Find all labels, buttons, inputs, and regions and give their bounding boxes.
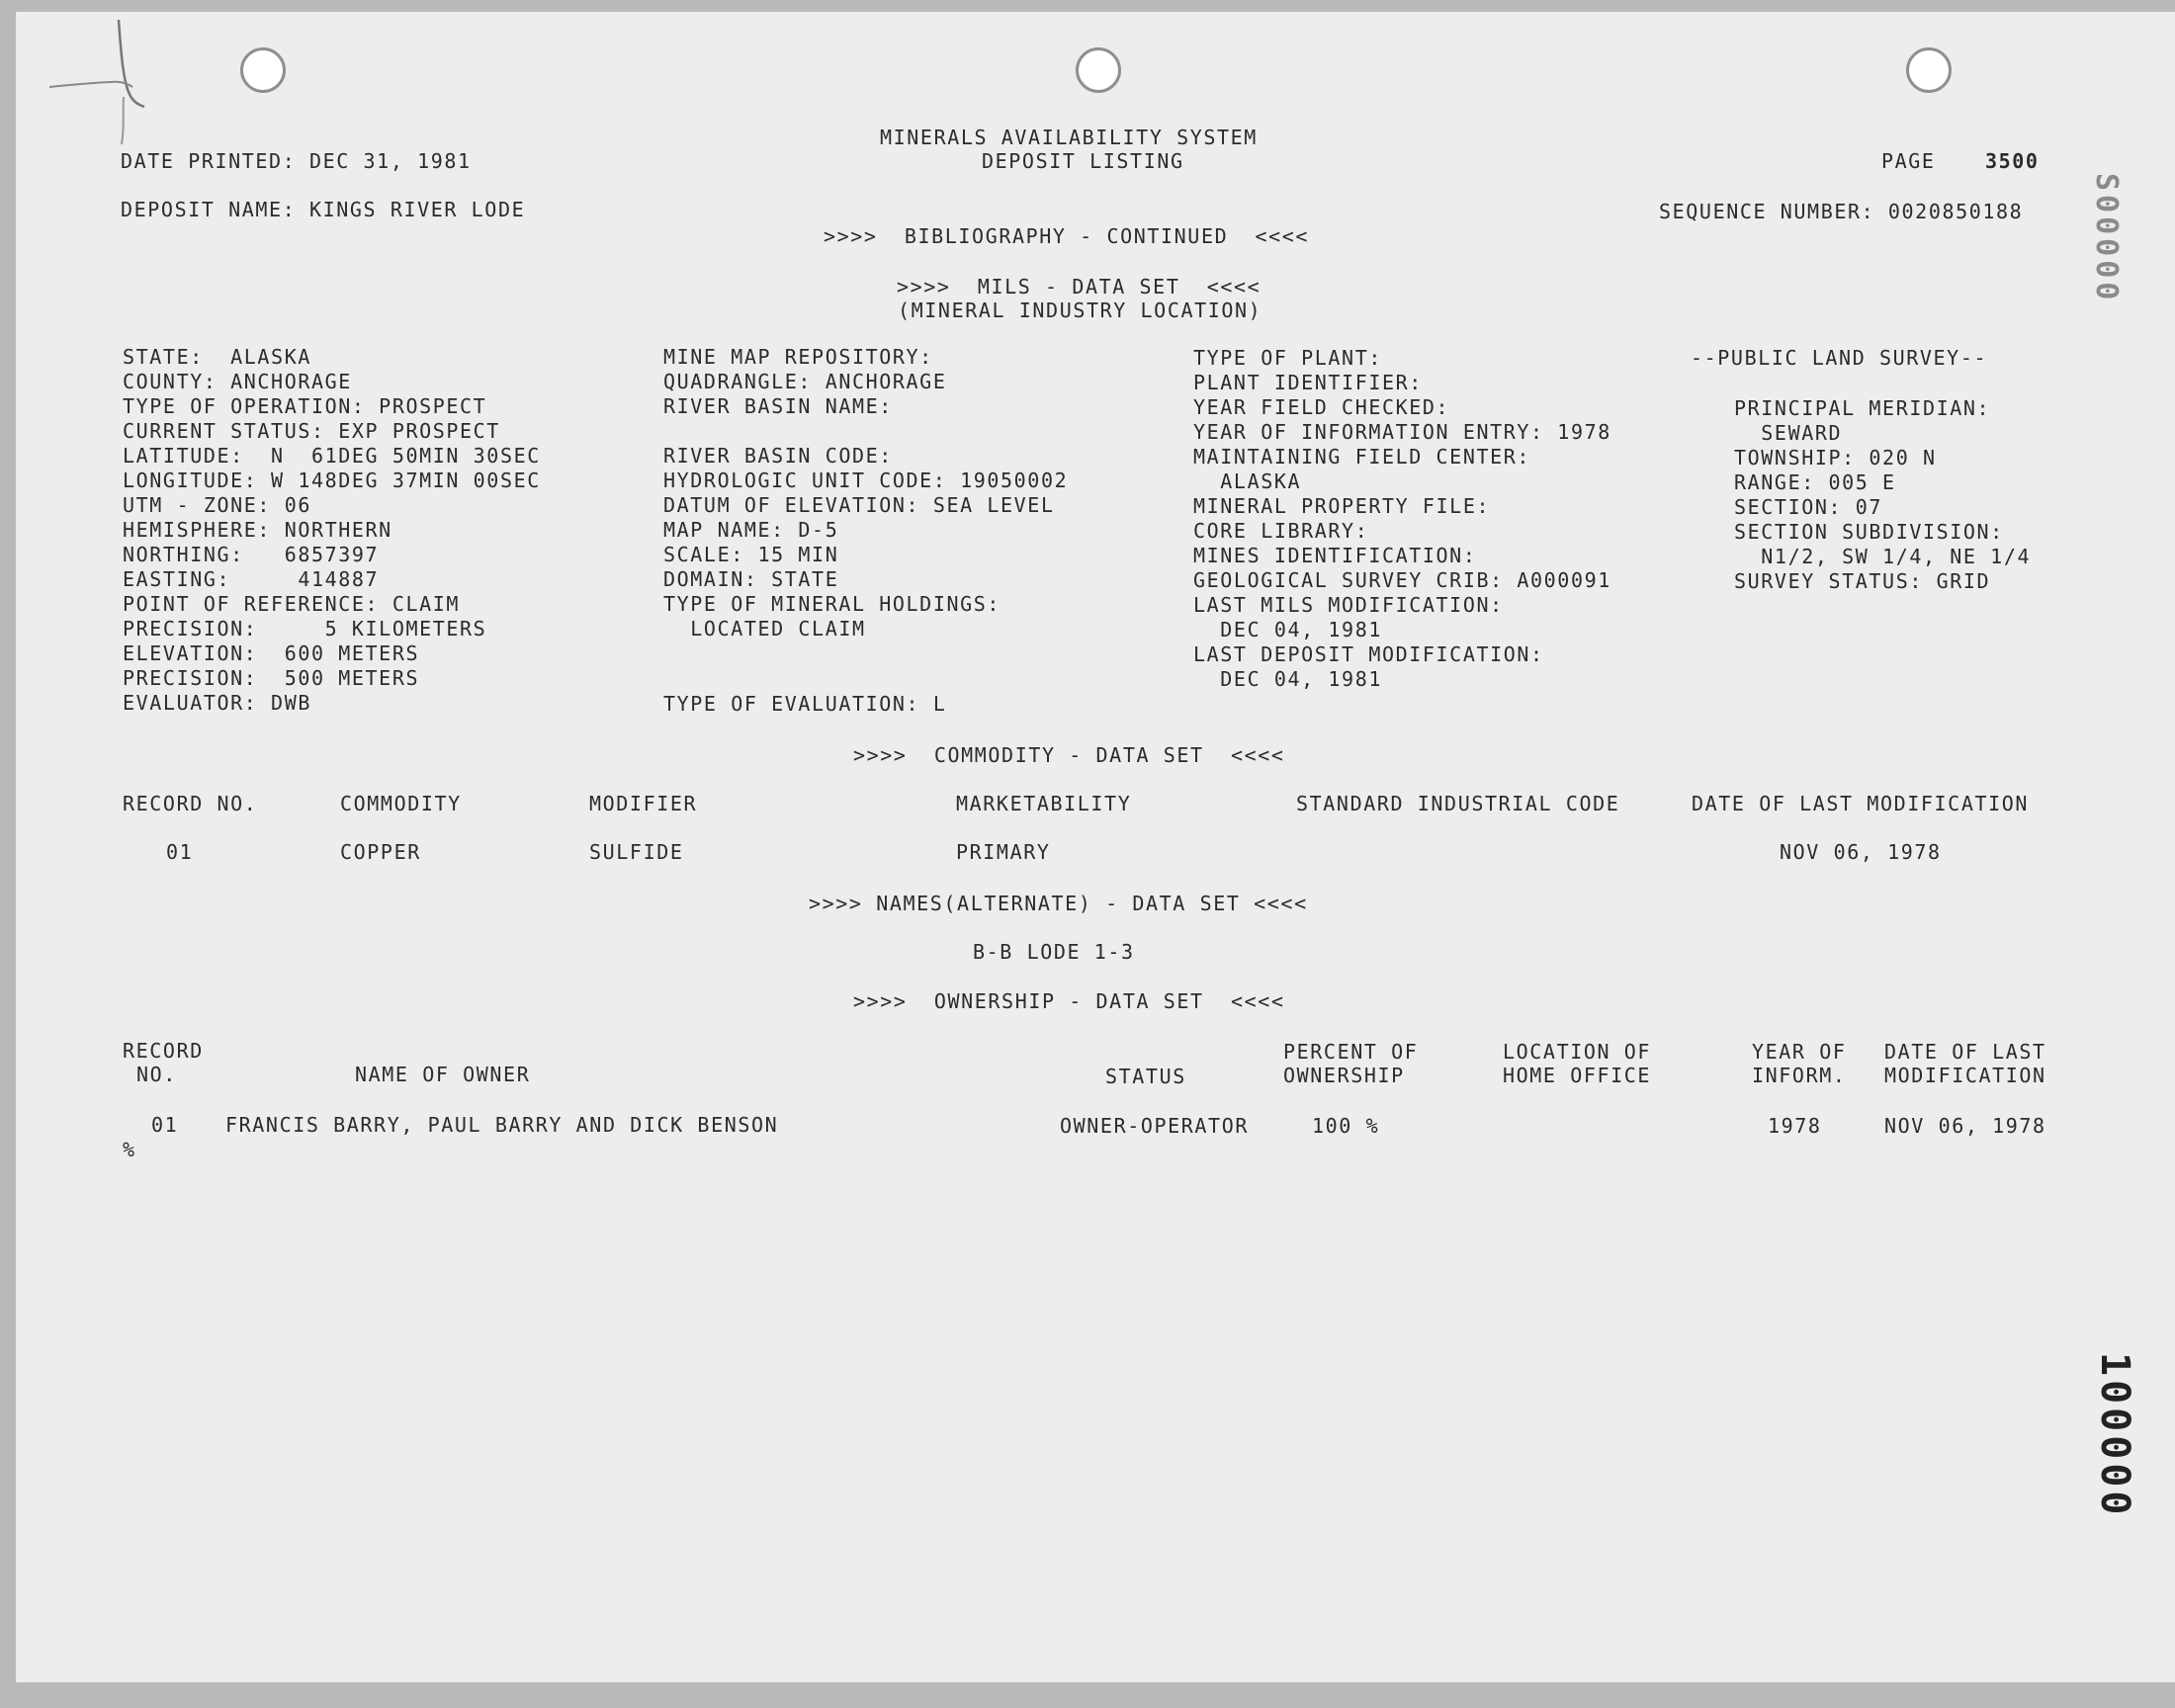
field-line: HYDROLOGIC UNIT CODE: 19050002: [663, 469, 1069, 492]
field-line: MAINTAINING FIELD CENTER:: [1193, 445, 1531, 469]
ownership-percent: 100 %: [1312, 1114, 1380, 1138]
field-line: DEC 04, 1981: [1193, 667, 1382, 691]
field-line: SURVEY STATUS: GRID: [1734, 569, 1991, 593]
record-terminator: %: [123, 1138, 136, 1161]
ownership-header-record-no: NO.: [136, 1063, 177, 1086]
ownership-header-year: YEAR OF: [1752, 1040, 1847, 1064]
field-line: PRECISION: 500 METERS: [123, 666, 420, 690]
ownership-header-name: NAME OF OWNER: [355, 1063, 531, 1086]
field-line: LAST MILS MODIFICATION:: [1193, 593, 1504, 617]
field-line: DATUM OF ELEVATION: SEA LEVEL: [663, 493, 1055, 517]
system-title: MINERALS AVAILABILITY SYSTEM: [880, 126, 1258, 149]
field-line: SECTION SUBDIVISION:: [1734, 520, 2004, 544]
ownership-header-year-2: INFORM.: [1752, 1064, 1847, 1087]
field-line: STATE: ALASKA: [123, 345, 311, 369]
field-line: CURRENT STATUS: EXP PROSPECT: [123, 419, 500, 443]
field-line: MINES IDENTIFICATION:: [1193, 544, 1477, 567]
ownership-record: 01: [151, 1113, 179, 1137]
margin-stamp-top: S00000: [2089, 173, 2124, 304]
ownership-header-percent: PERCENT OF: [1283, 1040, 1419, 1064]
commodity-record: 01: [166, 840, 194, 864]
mils-plant-column: [1193, 346, 1611, 692]
punch-hole-right: [1906, 47, 1952, 93]
field-line: ALASKA: [1193, 470, 1302, 493]
field-line: TYPE OF OPERATION: PROSPECT: [123, 394, 487, 418]
field-line: LAST DEPOSIT MODIFICATION:: [1193, 642, 1544, 666]
field-line: RIVER BASIN NAME:: [663, 394, 893, 418]
field-line: TYPE OF PLANT:: [1193, 346, 1382, 370]
field-line: CORE LIBRARY:: [1193, 519, 1369, 543]
field-line: DOMAIN: STATE: [663, 567, 839, 591]
ownership-heading: >>>> OWNERSHIP - DATA SET <<<<: [853, 989, 1285, 1013]
commodity-header-date: DATE OF LAST MODIFICATION: [1692, 792, 2030, 815]
mils-heading: >>>> MILS - DATA SET <<<<: [897, 275, 1262, 299]
punch-hole-left: [240, 47, 286, 93]
ownership-header-date: DATE OF LAST: [1884, 1040, 2046, 1064]
mils-location-column: [123, 345, 541, 716]
field-line: PLANT IDENTIFIER:: [1193, 371, 1423, 394]
commodity-marketability: PRIMARY: [956, 840, 1051, 864]
field-line: PRECISION: 5 KILOMETERS: [123, 617, 487, 640]
commodity-header-sic: STANDARD INDUSTRIAL CODE: [1296, 792, 1620, 815]
ownership-header-location-2: HOME OFFICE: [1503, 1064, 1652, 1087]
field-line: NORTHING: 6857397: [123, 543, 380, 566]
date-printed: DATE PRINTED: DEC 31, 1981: [121, 149, 472, 173]
commodity-name: COPPER: [340, 840, 421, 864]
ownership-header-percent-2: OWNERSHIP: [1283, 1064, 1405, 1087]
field-line: HEMISPHERE: NORTHERN: [123, 518, 392, 542]
field-line: ELEVATION: 600 METERS: [123, 641, 420, 665]
ownership-status: OWNER-OPERATOR: [1060, 1114, 1249, 1138]
field-line: COUNTY: ANCHORAGE: [123, 370, 352, 393]
field-line: YEAR FIELD CHECKED:: [1193, 395, 1450, 419]
field-line: TYPE OF MINERAL HOLDINGS:: [663, 592, 1001, 616]
ownership-header-date-2: MODIFICATION: [1884, 1064, 2046, 1087]
punch-hole-center: [1076, 47, 1121, 93]
field-line: UTM - ZONE: 06: [123, 493, 311, 517]
field-line: DEC 04, 1981: [1193, 618, 1382, 641]
ownership-header-location: LOCATION OF: [1503, 1040, 1652, 1064]
field-line: N1/2, SW 1/4, NE 1/4: [1734, 545, 2032, 568]
mils-map-column-mid: [663, 444, 1068, 641]
field-line: MINERAL PROPERTY FILE:: [1193, 494, 1491, 518]
field-line: YEAR OF INFORMATION ENTRY: 1978: [1193, 420, 1611, 444]
mils-subheading: (MINERAL INDUSTRY LOCATION): [898, 299, 1262, 322]
commodity-header-marketability: MARKETABILITY: [956, 792, 1132, 815]
sequence-number: SEQUENCE NUMBER: 0020850188: [1659, 200, 2024, 223]
names-heading: >>>> NAMES(ALTERNATE) - DATA SET <<<<: [809, 892, 1308, 915]
commodity-header-record: RECORD NO.: [123, 792, 258, 815]
margin-stamp-bottom: 100000: [2092, 1352, 2137, 1519]
ownership-header-status: STATUS: [1105, 1065, 1186, 1088]
public-land-survey-column: [1734, 396, 2031, 594]
field-line: GEOLOGICAL SURVEY CRIB: A000091: [1193, 568, 1611, 592]
field-line: QUADRANGLE: ANCHORAGE: [663, 370, 947, 393]
commodity-date: NOV 06, 1978: [1780, 840, 1942, 864]
commodity-heading: >>>> COMMODITY - DATA SET <<<<: [853, 743, 1285, 767]
pencil-mark-icon: [49, 18, 158, 146]
field-line: RANGE: 005 E: [1734, 470, 1896, 494]
ownership-header-record: RECORD: [123, 1039, 204, 1063]
field-line: EVALUATOR: DWB: [123, 691, 311, 715]
field-line: RIVER BASIN CODE:: [663, 444, 893, 468]
alternate-name: B-B LODE 1-3: [973, 940, 1135, 964]
commodity-header-modifier: MODIFIER: [589, 792, 698, 815]
mils-map-column-top: [663, 345, 946, 419]
field-line: LONGITUDE: W 148DEG 37MIN 00SEC: [123, 469, 541, 492]
ownership-year: 1978: [1768, 1114, 1822, 1138]
field-line: PRINCIPAL MERIDIAN:: [1734, 396, 1991, 420]
listing-title: DEPOSIT LISTING: [982, 149, 1184, 173]
field-line: SCALE: 15 MIN: [663, 543, 839, 566]
field-line: MINE MAP REPOSITORY:: [663, 345, 933, 369]
commodity-modifier: SULFIDE: [589, 840, 684, 864]
ownership-date: NOV 06, 1978: [1884, 1114, 2046, 1138]
field-line: SEWARD: [1734, 421, 1843, 445]
bibliography-heading: >>>> BIBLIOGRAPHY - CONTINUED <<<<: [824, 224, 1310, 248]
deposit-name: DEPOSIT NAME: KINGS RIVER LODE: [121, 198, 526, 221]
field-line: LOCATED CLAIM: [663, 617, 866, 640]
field-line: EASTING: 414887: [123, 567, 380, 591]
field-line: LATITUDE: N 61DEG 50MIN 30SEC: [123, 444, 541, 468]
public-land-survey-title: --PUBLIC LAND SURVEY--: [1691, 346, 1988, 370]
field-line: TOWNSHIP: 020 N: [1734, 446, 1937, 470]
page-number: 3500: [1985, 149, 2040, 173]
field-line: SECTION: 07: [1734, 495, 1883, 519]
field-line: MAP NAME: D-5: [663, 518, 839, 542]
field-line: POINT OF REFERENCE: CLAIM: [123, 592, 461, 616]
page-label: PAGE: [1881, 149, 1936, 173]
type-of-evaluation: TYPE OF EVALUATION: L: [663, 692, 947, 716]
owner-name: FRANCIS BARRY, PAUL BARRY AND DICK BENSON: [225, 1113, 779, 1137]
commodity-header-commodity: COMMODITY: [340, 792, 462, 815]
